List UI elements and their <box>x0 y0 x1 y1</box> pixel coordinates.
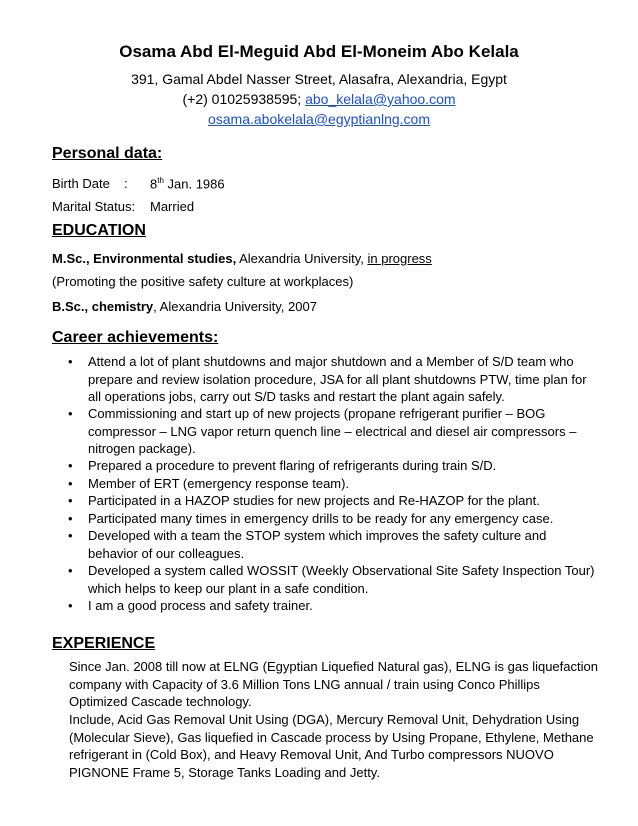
birth-date-sep: : <box>124 176 128 192</box>
education-heading: EDUCATION <box>52 222 146 239</box>
career-item-text: Developed a system called WOSSIT (Weekly Observational Site Safety Inspection Tour) which helps to keep our plant in a safe condition. <box>88 563 595 596</box>
career-heading: Career achievements: <box>52 329 219 346</box>
candidate-name: Osama Abd El-Meguid Abd El-Moneim Abo Kelala <box>119 42 519 61</box>
career-item-text: Participated many times in emergency drills to be ready for any emergency case. <box>88 511 554 526</box>
list-item <box>68 597 598 615</box>
bsc-row <box>52 299 317 314</box>
birth-day-suffix: th <box>157 176 164 185</box>
bullet-icon: • <box>68 563 73 578</box>
bullet-icon: • <box>68 511 73 526</box>
career-item-text: Developed with a team the STOP system which improves the safety culture and behavior of our colleagues. <box>88 528 547 561</box>
experience-heading: EXPERIENCE <box>52 635 156 652</box>
bsc-university: , Alexandria University, 2007 <box>153 299 317 314</box>
list-item <box>68 475 598 493</box>
bsc-degree: B.Sc., chemistry <box>52 299 154 314</box>
list-item <box>68 405 598 458</box>
address: 391, Gamal Abdel Nasser Street, Alasafra, Alexandria, Egypt <box>131 71 507 87</box>
msc-university: Alexandria University, <box>236 251 368 266</box>
msc-status: in progress <box>367 251 432 266</box>
career-item-text: Attend a lot of plant shutdowns and major shutdown and a Member of S/D team who prepare and review isolation procedure, JSA for all plant shutdowns PTW, time plan for all operations jobs, carry out S/D tasks and restart the plant again safely. <box>88 354 587 404</box>
msc-note: (Promoting the positive safety culture at workplaces) <box>52 274 354 289</box>
phone: (+2) 01025938595; <box>182 91 306 107</box>
msc-row <box>52 251 432 266</box>
bullet-icon: • <box>68 406 73 421</box>
career-item-text: Commissioning and start up of new projects (propane refrigerant purifier – BOG compressor – LNG vapor return quench line – electrical and diesel air compressors – nitrogen package). <box>88 406 577 456</box>
bullet-icon: • <box>68 493 73 508</box>
msc-degree: M.Sc., Environmental studies, <box>52 251 237 266</box>
list-item <box>68 562 598 597</box>
list-item <box>68 353 598 406</box>
birth-month-year: Jan. 1986 <box>163 176 225 192</box>
contact-line-2 <box>0 111 638 127</box>
marital-row <box>52 199 194 214</box>
list-item <box>68 457 598 475</box>
experience-paragraph-1: Since Jan. 2008 till now at ELNG (Egyptian Liquefied Natural gas), ELNG is gas liquefaction company with Capacity of 3.6 Million Tons LNG annual / train using Conco Phillips Optimized Cascade technology. <box>69 659 598 709</box>
career-item-text: Participated in a HAZOP studies for new projects and Re-HAZOP for the plant. <box>88 493 540 508</box>
bullet-icon: • <box>68 354 73 369</box>
bullet-icon: • <box>68 458 73 473</box>
email-link-yahoo[interactable]: abo_kelala@yahoo.com <box>305 91 456 107</box>
birth-day: 8 <box>150 176 158 192</box>
career-item-text: Prepared a procedure to prevent flaring of refrigerants during train S/D. <box>88 458 497 473</box>
email-link-work[interactable]: osama.abokelala@egyptianlng.com <box>207 111 430 127</box>
contact-line <box>0 91 638 107</box>
career-item-text: Member of ERT (emergency response team). <box>88 476 350 491</box>
bullet-icon: • <box>68 476 73 491</box>
career-item-text: I am a good process and safety trainer. <box>88 598 313 613</box>
experience-paragraph-2: Include, Acid Gas Removal Unit Using (DGA), Mercury Removal Unit, Dehydration Using (Molecular Sieve), Gas liquefied in Cascade process by Using Propane, Ethylene, Methane refrigerant in (Cold Box), and Heavy Removal Unit, And Turbo compressors NUOVO PIGNONE Frame 5, Storage Tanks Loading and Jetty. <box>69 712 594 780</box>
birth-date-label: Birth Date <box>52 176 110 192</box>
list-item <box>68 492 598 510</box>
list-item <box>68 510 598 528</box>
bullet-icon: • <box>68 598 73 613</box>
personal-heading: Personal data: <box>52 145 163 162</box>
list-item <box>68 527 598 562</box>
bullet-icon: • <box>68 528 73 543</box>
marital-label: Marital Status: <box>52 199 136 214</box>
marital-value: Married <box>150 199 195 214</box>
birth-date-row <box>52 176 225 191</box>
